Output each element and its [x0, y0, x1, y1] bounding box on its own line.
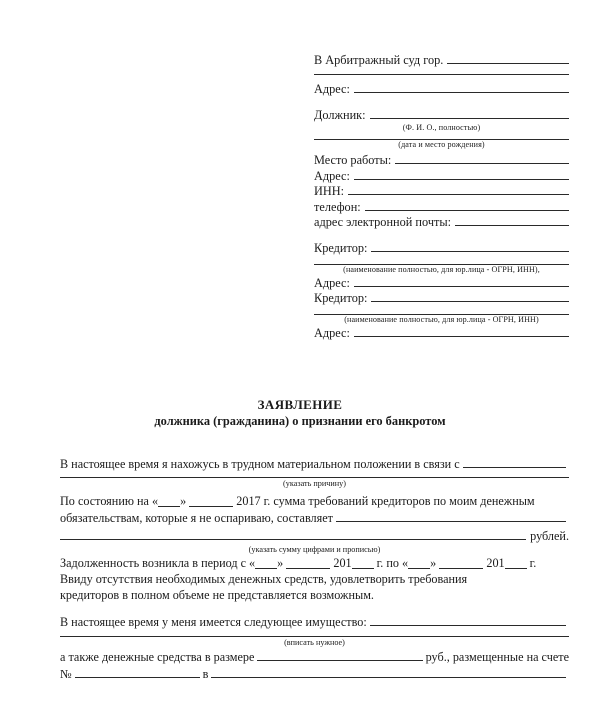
address-blank-2[interactable]	[354, 168, 569, 180]
para3-year-2: 201	[486, 555, 505, 570]
para3-year-suffix: г.	[529, 555, 537, 570]
email-blank[interactable]	[455, 214, 569, 226]
address-blank-4[interactable]	[354, 325, 569, 337]
para5-line1	[60, 648, 569, 665]
para4-blank-1[interactable]	[370, 613, 566, 626]
para3-from-day-blank[interactable]	[255, 557, 277, 569]
para3-line2: Ввиду отсутствия необходимых денежных средств, удовлетворить требования	[60, 572, 468, 587]
addressee-block	[314, 52, 569, 341]
workplace-blank[interactable]	[395, 152, 569, 164]
para3-to-text: г. по «	[376, 555, 409, 570]
phone-row	[314, 199, 569, 215]
para5-account-label: №	[60, 666, 72, 681]
para5-suffix: руб., размещенные на счете	[425, 649, 569, 664]
debtor-blank[interactable]	[370, 107, 569, 119]
inn-blank[interactable]	[348, 183, 569, 195]
para4-text: В настоящее время у меня имеется следующее имущество:	[60, 615, 367, 630]
creditor-blank-1[interactable]	[371, 240, 569, 252]
debtor-row	[314, 107, 569, 123]
email-label: адрес электронной почты:	[314, 215, 452, 229]
phone-blank[interactable]	[365, 199, 569, 211]
para3-prefix: Задолженность возникла в период с «	[60, 555, 256, 570]
creditor-label-2: Кредитор:	[314, 291, 368, 305]
para3-quote-2: »	[430, 555, 437, 570]
para2-line1	[60, 493, 569, 509]
court-blank[interactable]	[447, 52, 569, 64]
creditor-label-1: Кредитор:	[314, 240, 368, 255]
para3-year-1: 201	[333, 555, 352, 570]
workplace-row	[314, 152, 569, 168]
caption-birth: (дата и место рождения)	[398, 140, 485, 149]
para1-blank-1[interactable]	[463, 455, 566, 468]
para2-line2-text: обязательствам, которые я не оспариваю, составляет	[60, 511, 333, 526]
address-row-4	[314, 325, 569, 341]
para3-to-day-blank[interactable]	[408, 557, 430, 569]
para2-year-text: 2017 г. сумма требований кредиторов по моим денежным	[236, 494, 535, 509]
caption-creditor-2: (наименование полностью, для юр.лица - ОГРН, ИНН)	[344, 314, 539, 324]
address-label-3: Адрес:	[314, 275, 350, 290]
para4-line1	[60, 613, 569, 630]
para4-caption: (вписать нужное)	[284, 637, 345, 647]
address-label-1: Адрес:	[314, 82, 350, 96]
para2-month-blank[interactable]	[189, 495, 233, 507]
page-subtitle: должника (гражданина) о признании его банкротом	[154, 414, 446, 428]
para2-line3	[60, 527, 569, 544]
debtor-details-group	[314, 152, 569, 230]
court-label: В Арбитражный суд гор.	[314, 53, 444, 67]
para3-from-month-blank[interactable]	[286, 557, 330, 569]
page-title: ЗАЯВЛЕНИЕ	[257, 397, 343, 412]
para2-rub-label: рублей.	[530, 528, 569, 543]
para2-day-blank[interactable]	[158, 495, 180, 507]
creditor-1-details	[314, 275, 569, 306]
workplace-label: Место работы:	[314, 153, 392, 167]
para5-line2	[60, 665, 569, 682]
para5-account-blank[interactable]	[75, 665, 200, 678]
para2-caption: (указать сумму цифрами и прописью)	[248, 544, 381, 554]
para2-sum-blank-2[interactable]	[60, 527, 526, 540]
para1-caption: (указать причину)	[283, 479, 346, 489]
para3-to-month-blank[interactable]	[439, 557, 483, 569]
email-row	[314, 214, 569, 230]
creditor-row-1	[314, 240, 569, 256]
para5-bank-label: в	[202, 666, 209, 681]
para3-to-year-blank[interactable]	[505, 557, 527, 569]
para5-amount-blank[interactable]	[257, 648, 422, 661]
document-title-block	[0, 396, 600, 430]
para3-quote-1: »	[277, 555, 284, 570]
address-row-2	[314, 168, 569, 184]
inn-row	[314, 183, 569, 199]
para1-line1	[60, 455, 569, 472]
para3-line1	[60, 555, 569, 571]
document-body	[60, 455, 569, 682]
para5-prefix: а также денежные средства в размере	[60, 649, 255, 664]
inn-label: ИНН:	[314, 184, 345, 198]
para2-line2	[60, 509, 569, 526]
para2-sum-blank-1[interactable]	[336, 509, 566, 522]
para2-quote-close: »	[180, 494, 187, 509]
para3-line3: кредиторов в полном объеме не представляется возможным.	[60, 588, 374, 603]
creditor-row-2	[314, 290, 569, 306]
address-label-4: Адрес:	[314, 325, 350, 340]
address-row-3	[314, 275, 569, 291]
court-row	[314, 52, 569, 68]
creditor-blank-2[interactable]	[371, 290, 569, 302]
address-blank-3[interactable]	[354, 275, 569, 287]
address-label-2: Адрес:	[314, 168, 350, 183]
debtor-label: Должник:	[314, 108, 366, 122]
para5-bank-blank[interactable]	[211, 665, 566, 678]
para1-text: В настоящее время я нахожусь в трудном материальном положении в связи с	[60, 457, 460, 471]
phone-label: телефон:	[314, 199, 361, 214]
para2-prefix: По состоянию на «	[60, 494, 159, 509]
caption-creditor-1: (наименование полностью, для юр.лица - ОГРН, ИНН),	[343, 264, 540, 274]
address-row-1	[314, 81, 569, 97]
caption-fio: (Ф. И. О., полностью)	[402, 123, 481, 132]
para3-from-year-blank[interactable]	[352, 557, 374, 569]
address-blank-1[interactable]	[354, 81, 569, 93]
